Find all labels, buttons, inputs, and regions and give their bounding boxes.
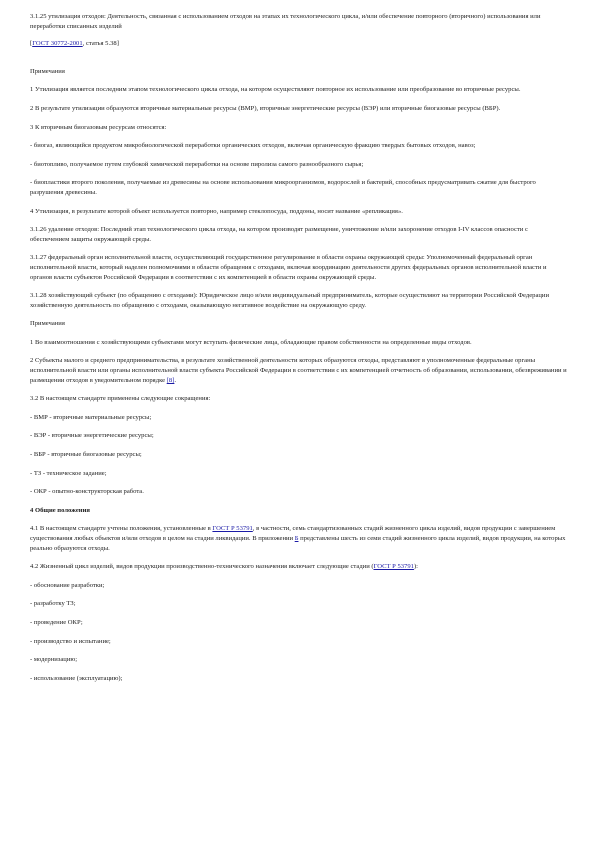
- paragraph-text: , статья 5.38]: [82, 40, 119, 48]
- paragraph-text: - модернизацию;: [30, 656, 78, 664]
- paragraph-text: 3.2 В настоящем стандарте применены следующие сокращения:: [30, 395, 211, 403]
- paragraph-text: .: [174, 376, 177, 384]
- paragraph-text: , в частности, семь стандартизованных стадий жизненного цикла изделий, видов продукции с завершением существования любых объектов и/или отходов в целом на стадии ликвидации. В приложении: [30, 525, 556, 542]
- paragraph: [30, 123, 567, 133]
- paragraph: [30, 338, 567, 348]
- paragraph: [30, 431, 567, 441]
- paragraph-text: - ВЭР - вторичные энергетические ресурсы;: [30, 432, 154, 440]
- paragraph: [30, 506, 567, 516]
- paragraph: [30, 319, 567, 329]
- paragraph: [30, 207, 567, 217]
- paragraph-text: 4.2 Жизненный цикл изделий, видов продукции производственно-технического назначения включает следующие стадии (: [30, 563, 374, 571]
- paragraph: [30, 141, 567, 151]
- paragraph: [30, 599, 567, 609]
- bracket-text: [: [30, 40, 33, 48]
- paragraph: [30, 104, 567, 114]
- paragraph: [30, 618, 567, 628]
- paragraph-text: Примечания: [30, 67, 65, 75]
- paragraph-text: 4.1 В настоящем стандарте учтены положения, установленные в: [30, 525, 213, 533]
- paragraph: [30, 178, 567, 197]
- paragraph-text: - использование (эксплуатацию);: [30, 674, 123, 682]
- paragraph: [30, 356, 567, 385]
- paragraph-text: 3.1.28 хозяйствующий субъект (по обращению с отходами): Юридическое лицо и/или индивидуальный предприниматель, которые осуществляют на территории Российской Федерации хозяйственную деятельность по обращению с отходами, оказывающую негативное воздействие на окружающую среду.: [30, 292, 549, 309]
- paragraph: [30, 562, 567, 572]
- paragraph: [30, 394, 567, 404]
- paragraph-text: - ТЗ - техническое задание;: [30, 469, 107, 477]
- paragraph: [30, 85, 567, 95]
- paragraph-text: 1 Утилизация является последним этапом технологического цикла отхода, на котором осуществляют повторное их использование или преобразование во вторичные ресурсы.: [30, 86, 521, 94]
- paragraph-text: - ВБР - вторичные биогазовые ресурсы;: [30, 451, 142, 459]
- paragraph-text: 2 Субъекты малого и среднего предпринимательства, в результате хозяйственной деятельности которых образуются отходы, представляют в уполномоченные федеральные органы исполнительной власти или органы исполнительной власти субъекта Российской Федерации в соответствии с их компетенцией отчетность об образовании, использовании, обезвреживании и размещении отходов в уведомительном порядке: [30, 357, 567, 384]
- paragraph-text: 3.1.26 удаление отходов: Последний этап технологического цикла отхода, на котором производят размещение, уничтожение и/или захоронение отходов I-IV классов опасности с обеспечением защиты окружающей среды.: [30, 226, 528, 243]
- paragraph-text: - ОКР - опытно-конструкторская работа.: [30, 488, 144, 496]
- paragraph-text: 3.1.25 утилизация отходов: Деятельность, связанная с использованием отходов на этапах их технологического цикла, и/или обеспечение повторного (вторичного) использования или переработки списанных изделий: [30, 13, 541, 30]
- document-page: [30, 12, 567, 683]
- paragraph-text: - биогаз, являющийся продуктом микробиологической переработки органических отходов, включая органическую фракцию твердых бытовых отходов, навоз;: [30, 142, 476, 150]
- appendix-link[interactable]: Б: [294, 535, 299, 542]
- paragraph-text: - проведение ОКР;: [30, 618, 83, 626]
- paragraph-text: - разработку ТЗ;: [30, 600, 76, 608]
- paragraph: [30, 637, 567, 647]
- reference-link[interactable]: [8]: [166, 376, 175, 384]
- paragraph-text: - биотопливо, получаемое путем глубокой химической переработки на основе пиролиза самого разнообразного сырья;: [30, 160, 364, 168]
- paragraph: [30, 253, 567, 282]
- reference-link[interactable]: ГОСТ Р 53791: [373, 563, 414, 571]
- paragraph-text: - ВМР - вторичные материальные ресурсы;: [30, 413, 152, 421]
- paragraph: [30, 67, 567, 77]
- paragraph-text: 4 Утилизация, в результате которой объект используется повторно, например стеклопосуда, поддоны, носит название «репликация».: [30, 207, 403, 215]
- reference-link[interactable]: ГОСТ 30772-2001: [32, 40, 83, 48]
- paragraph: [30, 39, 567, 49]
- paragraph-text: Примечания: [30, 320, 65, 328]
- paragraph-text: - биопластики второго поколения, получаемые из древесины на основе использования микроорганизмов, водорослей и бактерий, способных предусматривать сжатие для быстрого разрушения древесины.: [30, 179, 536, 196]
- reference-link[interactable]: ГОСТ Р 53791: [212, 525, 253, 533]
- paragraph: [30, 487, 567, 497]
- paragraph: [30, 581, 567, 591]
- paragraph-text: представлены шесть из семи стадий жизненного цикла изделий, видов продукции, на которых реально образуются отходы.: [30, 535, 566, 552]
- paragraph: [30, 160, 567, 170]
- paragraph: [30, 450, 567, 460]
- paragraph-text: 1 Во взаимоотношения с хозяйствующими субъектами могут вступать физические лица, обладающие правом собственности на определенные виды отходов.: [30, 338, 472, 346]
- paragraph-text: ):: [413, 563, 418, 571]
- paragraph: [30, 655, 567, 665]
- paragraph: [30, 469, 567, 479]
- paragraph-text: - обоснование разработки;: [30, 581, 105, 589]
- paragraph: [30, 524, 567, 553]
- paragraph: [30, 12, 567, 31]
- paragraph: [30, 291, 567, 310]
- paragraph-text: 3 К вторичным биогазовым ресурсам относятся:: [30, 123, 167, 131]
- paragraph-text: - производство и испытание;: [30, 637, 111, 645]
- paragraph-text: 3.1.27 федеральный орган исполнительной власти, осуществляющий государственное регулирование в области охраны окружающей среды: Уполномоченный федеральный орган исполнительной власти, который наделен полномочиями в области обращения с отходами, включая координацию деятельности других федеральных органов исполнительной власти и органов власти субъектов Российской Федерации в соответствии с их компетенцией в области охраны окружающей среды.: [30, 254, 547, 281]
- paragraph-text: 4 Общие положения: [30, 506, 90, 514]
- paragraph-text: 2 В результате утилизации образуются вторичные материальные ресурсы (ВМР), вторичные энергетические ресурсы (ВЭР) или вторичные биогазовые ресурсы (ВБР).: [30, 104, 501, 112]
- paragraph: [30, 674, 567, 684]
- paragraph: [30, 413, 567, 423]
- paragraph: [30, 225, 567, 244]
